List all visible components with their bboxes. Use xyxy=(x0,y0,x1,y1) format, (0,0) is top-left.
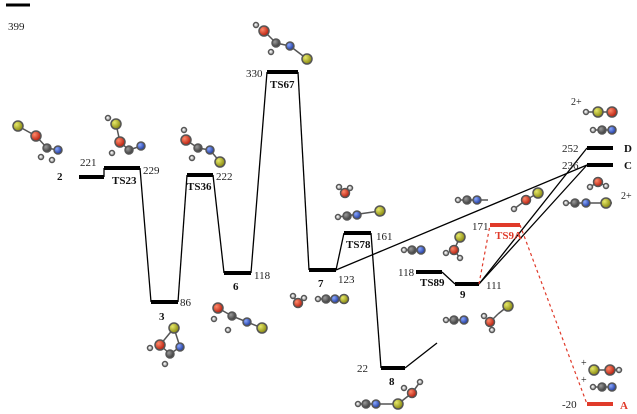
molecule-2 xyxy=(13,121,62,163)
connector-3-TS36 xyxy=(178,175,187,302)
state-label-TS9A: TS9A xyxy=(495,230,522,242)
charge-label-A-1: + xyxy=(581,358,587,369)
state-label-9: 9 xyxy=(460,289,466,301)
state-label-TS67: TS67 xyxy=(270,79,295,91)
molecule-TS36 xyxy=(181,128,225,168)
state-label-TS23: TS23 xyxy=(112,175,137,187)
state-label-D: D xyxy=(624,143,632,155)
energy-value-TS36: 222 xyxy=(216,171,233,183)
state-label-C: C xyxy=(624,160,632,172)
energy-value-C: 236 xyxy=(562,160,579,172)
molecule-7 xyxy=(291,294,349,308)
scale-marker-value: 399 xyxy=(8,21,25,33)
charge-labels xyxy=(571,97,632,386)
energy-value-2: 221 xyxy=(80,157,97,169)
energy-value-8: 22 xyxy=(357,363,368,375)
energy-levels xyxy=(79,72,613,404)
energy-value-D: 252 xyxy=(562,143,579,155)
connector-TS23-3 xyxy=(140,168,151,302)
highlight-paths xyxy=(479,225,587,404)
molecule-TS67 xyxy=(254,23,313,65)
charge-label-D: 2+ xyxy=(571,97,582,108)
energy-value-3: 86 xyxy=(180,297,191,309)
molecule-9 xyxy=(444,301,514,333)
state-label-A: A xyxy=(620,400,628,412)
state-label-2: 2 xyxy=(57,171,63,183)
state-label-TS78: TS78 xyxy=(346,239,371,251)
molecule-images xyxy=(13,23,622,410)
molecule-TS23 xyxy=(106,116,146,156)
molecule-D xyxy=(584,107,618,134)
molecule-TS89 xyxy=(402,232,466,261)
molecule-TS9A xyxy=(456,188,544,212)
molecule-A xyxy=(589,365,622,391)
state-label-7: 7 xyxy=(318,278,324,290)
energy-value-TS78: 161 xyxy=(376,231,393,243)
scale-marker xyxy=(6,5,30,33)
state-label-TS89: TS89 xyxy=(420,277,445,289)
state-label-6: 6 xyxy=(233,281,239,293)
connector-7-TS78 xyxy=(336,233,344,270)
molecule-6 xyxy=(212,303,268,333)
connector-6-TS67 xyxy=(251,72,267,273)
connector-8-TS89 xyxy=(405,343,437,368)
charge-label-A-2: + xyxy=(581,375,587,386)
energy-value-TS67: 330 xyxy=(246,68,263,80)
molecule-3 xyxy=(148,323,185,367)
state-label-8: 8 xyxy=(389,376,395,388)
energy-value-6: 118 xyxy=(254,270,271,282)
connector-TS67-7 xyxy=(298,72,309,270)
state-label-TS36: TS36 xyxy=(187,181,212,193)
energy-value-TS9A: 171 xyxy=(472,221,489,233)
connector-7-C xyxy=(336,165,587,270)
connector-TS36-6 xyxy=(213,175,224,273)
energy-value-TS23: 229 xyxy=(143,165,160,177)
state-labels xyxy=(57,79,632,412)
energy-value-9: 111 xyxy=(486,280,502,292)
charge-label-C: 2+ xyxy=(621,191,632,202)
connector-TS9A-A xyxy=(520,225,587,404)
molecule-TS78 xyxy=(336,185,386,221)
energy-value-TS89: 118 xyxy=(398,267,415,279)
energy-value-7: 123 xyxy=(338,274,355,286)
energy-value-A: -20 xyxy=(562,399,577,411)
state-label-3: 3 xyxy=(159,311,165,323)
connector-9-TS9A xyxy=(479,225,490,284)
